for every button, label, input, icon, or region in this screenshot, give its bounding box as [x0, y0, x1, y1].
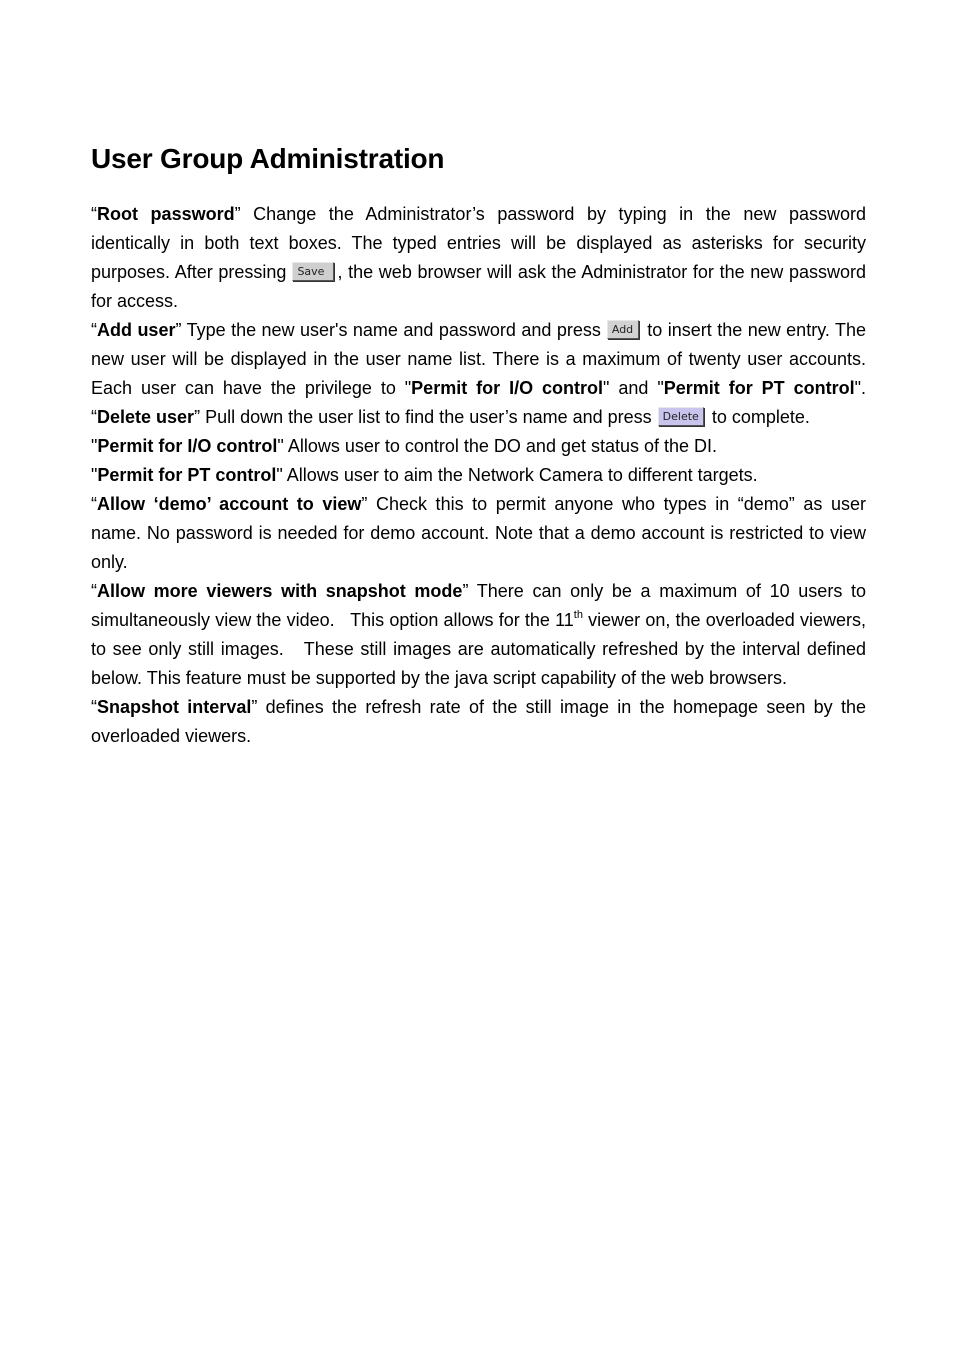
term-permit-pt-inline: Permit for PT control [663, 378, 855, 398]
paragraph-demo-account: “Allow ‘demo’ account to view” Check this to permit anyone who types in “demo” as user name. No password is needed for demo account. Note that a demo account is restricted to view only. [91, 494, 866, 572]
term-demo-account: Allow ‘demo’ account to view [97, 494, 362, 514]
paragraph-root-password: “Root password” Change the Administrator’s password by typing in the new password identically in both text boxes. The typed entries will be displayed as asterisks for security purposes. After pressing Save , the web browser will ask the Administrator for the new password for access. [91, 204, 867, 311]
paragraph-add-user: “Add user” Type the new user's name and password and press Add to insert the new entry. The new user will be displayed in the user name list. There is a maximum of twenty user accounts. Each user can have the privilege to "Permit for I/O control" and "Permit for PT control". “Delete user” Pull down the user list to find the user’s name and press Delete to complete. [91, 320, 866, 427]
document-body [91, 200, 866, 751]
paragraph-snapshot-mode: “Allow more viewers with snapshot mode” There can only be a maximum of 10 users to simultaneously view the video. This option allows for the 11th viewer on, the overloaded viewers, to see only still images. These still images are automatically refreshed by the interval defined below. This feature must be supported by the java script capability of the web browsers. [91, 581, 866, 688]
save-button-image: Save [292, 262, 334, 281]
term-permit-pt: Permit for PT control [97, 465, 277, 485]
term-delete-user: Delete user [97, 407, 195, 427]
add-button-image: Add [607, 320, 639, 339]
term-permit-io-inline: Permit for I/O control [411, 378, 604, 398]
superscript-th: th [573, 609, 583, 621]
paragraph-pt-control: "Permit for PT control" Allows user to aim the Network Camera to different targets. [91, 465, 758, 485]
document-page [91, 140, 866, 751]
paragraph-snapshot-interval: “Snapshot interval” defines the refresh rate of the still image in the homepage seen by the overloaded viewers. [91, 697, 867, 746]
page-title: User Group Administration [91, 143, 445, 174]
term-snapshot-mode: Allow more viewers with snapshot mode [97, 581, 463, 601]
term-permit-io: Permit for I/O control [97, 436, 278, 456]
delete-button-image: Delete [658, 407, 704, 426]
term-root-password: Root password [97, 204, 235, 224]
paragraph-io-control: "Permit for I/O control" Allows user to control the DO and get status of the DI. [91, 436, 718, 456]
term-snapshot-interval: Snapshot interval [97, 697, 252, 717]
term-add-user: Add user [97, 320, 176, 340]
